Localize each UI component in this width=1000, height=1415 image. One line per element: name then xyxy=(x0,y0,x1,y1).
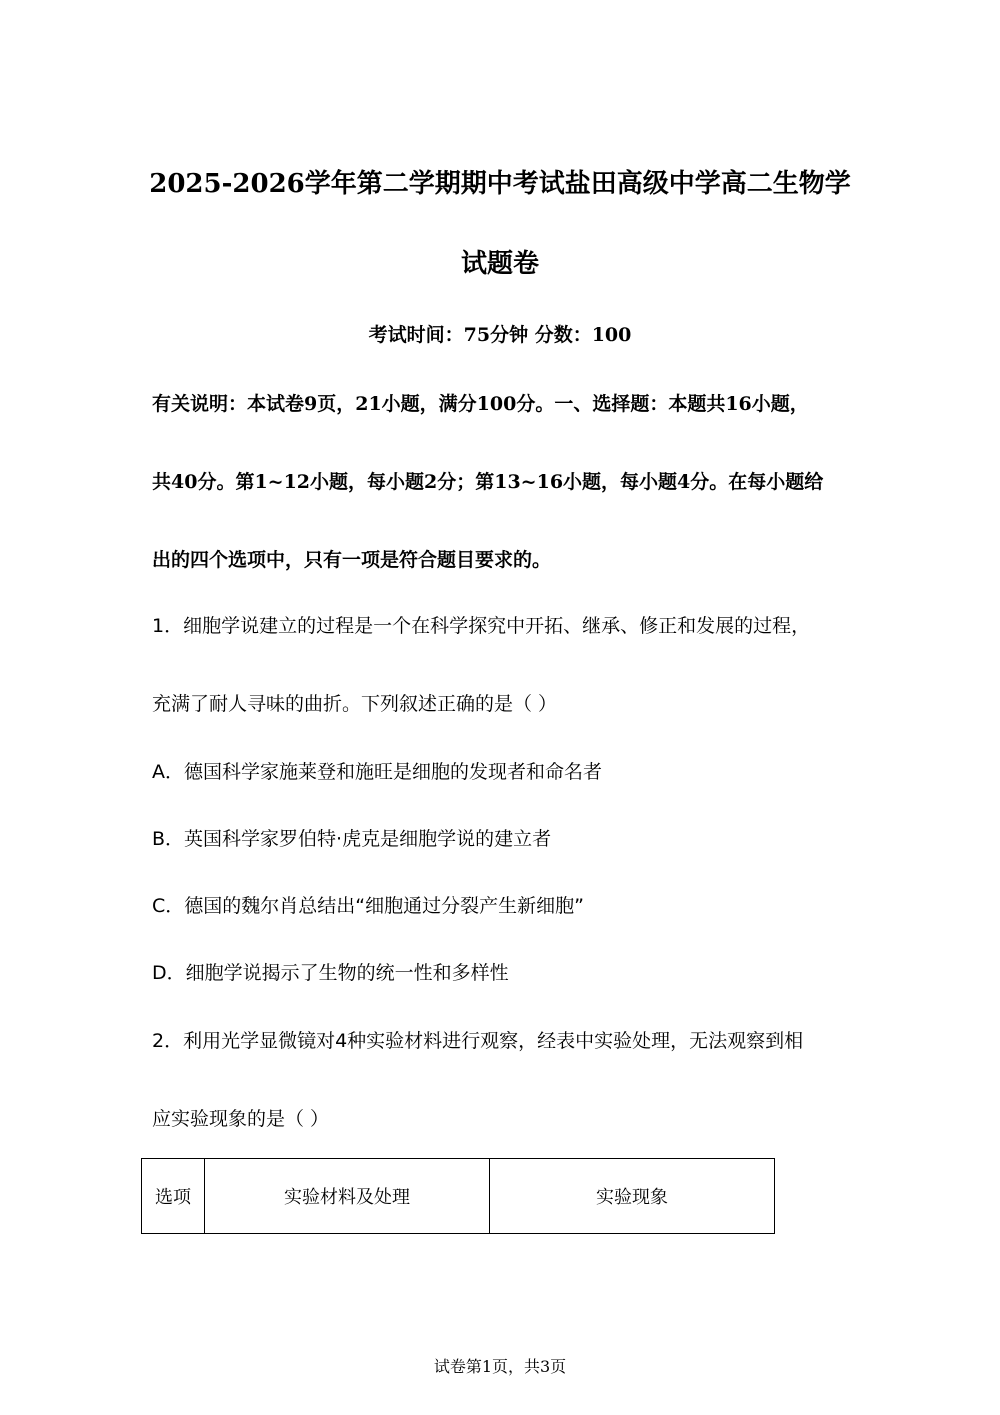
question1-option-c: C．德国的魏尔肖总结出“细胞通过分裂产生新细胞” xyxy=(152,895,584,917)
exam-info: 考试时间：75分钟 分数：100 xyxy=(368,324,632,346)
instructions-line3: 出的四个选项中，只有一项是符合题目要求的。 xyxy=(152,549,552,571)
question1-stem-line2: 充满了耐人寻味的曲折。下列叙述正确的是（ ） xyxy=(152,693,558,715)
question1-stem-line1: 1．细胞学说建立的过程是一个在科学探究中开拓、继承、修正和发展的过程， xyxy=(152,615,811,637)
question1-option-b: B．英国科学家罗伯特·虎克是细胞学说的建立者 xyxy=(152,828,552,850)
table-header-material: 实验材料及处理 xyxy=(205,1159,490,1234)
question1-option-d: D．细胞学说揭示了生物的统一性和多样性 xyxy=(152,962,509,984)
page-footer: 试卷第1页，共3页 xyxy=(433,1357,567,1376)
table-header-option: 选项 xyxy=(142,1159,205,1234)
instructions-line2: 共40分。第1~12小题，每小题2分；第13~16小题，每小题4分。在每小题给 xyxy=(152,471,824,493)
question2-stem-line1: 2．利用光学显微镜对4种实验材料进行观察，经表中实验处理，无法观察到相 xyxy=(152,1030,804,1052)
table-header-row xyxy=(142,1159,775,1234)
instructions-line1: 有关说明：本试卷9页，21小题，满分100分。一、选择题：本题共16小题， xyxy=(152,393,809,415)
question1-option-a: A．德国科学家施莱登和施旺是细胞的发现者和命名者 xyxy=(152,761,602,783)
exam-title-line2: 试题卷 xyxy=(460,249,539,279)
table-header-phenomenon: 实验现象 xyxy=(490,1159,775,1234)
exam-title-line1: 2025-2026学年第二学期期中考试盐田高级中学高二生物学 xyxy=(149,169,851,199)
question2-stem-line2: 应实验现象的是（ ） xyxy=(152,1108,330,1130)
experiment-table xyxy=(141,1158,775,1234)
